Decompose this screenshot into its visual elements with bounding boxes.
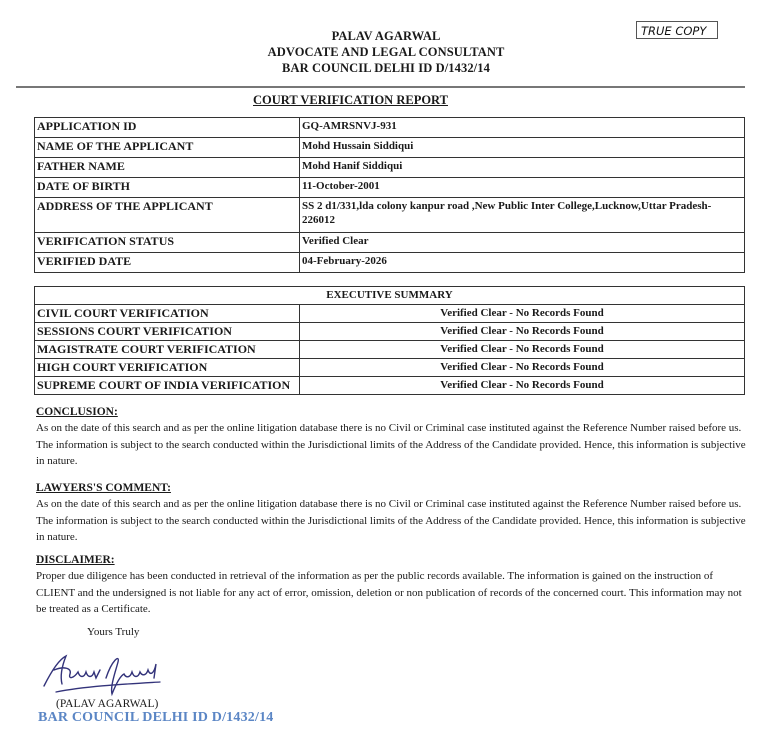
application-id-value: GQ-AMRSNVJ-931 [300, 118, 745, 138]
court-result: Verified Clear - No Records Found [300, 377, 745, 395]
row-label: VERIFICATION STATUS [35, 233, 300, 253]
court-result: Verified Clear - No Records Found [300, 305, 745, 323]
report-title: COURT VERIFICATION REPORT [253, 93, 448, 107]
father-name-value: Mohd Hanif Siddiqui [300, 158, 745, 178]
date-of-birth-value: 11-October-2001 [300, 178, 745, 198]
verification-status-value: Verified Clear [300, 233, 745, 253]
row-label: APPLICATION ID [35, 118, 300, 138]
row-label: ADDRESS OF THE APPLICANT [35, 198, 300, 233]
court-result: Verified Clear - No Records Found [300, 323, 745, 341]
conclusion-section [36, 405, 746, 470]
lawyers-comment-title: LAWYERS'S COMMENT: [36, 482, 171, 494]
table-row [35, 178, 745, 198]
court-label: SUPREME COURT OF INDIA VERIFICATION [35, 377, 300, 395]
court-label: CIVIL COURT VERIFICATION [35, 305, 300, 323]
signatory-bar-id: BAR COUNCIL DELHI ID D/1432/14 [38, 710, 274, 725]
signature-icon [36, 648, 166, 698]
row-label: VERIFIED DATE [35, 253, 300, 273]
table-row [35, 138, 745, 158]
table-row [35, 359, 745, 377]
table-row [35, 377, 745, 395]
table-row [35, 158, 745, 178]
court-label: HIGH COURT VERIFICATION [35, 359, 300, 377]
row-label: FATHER NAME [35, 158, 300, 178]
table-row [35, 323, 745, 341]
conclusion-title: CONCLUSION: [36, 406, 118, 418]
table-row [35, 118, 745, 138]
table-row [35, 341, 745, 359]
true-copy-stamp: TRUE COPY [636, 21, 718, 39]
disclaimer-title: DISCLAIMER: [36, 554, 115, 566]
row-label: DATE OF BIRTH [35, 178, 300, 198]
advocate-designation: ADVOCATE AND LEGAL CONSULTANT [267, 45, 505, 59]
header-divider [16, 86, 745, 88]
verified-date-value: 04-February-2026 [300, 253, 745, 273]
court-label: MAGISTRATE COURT VERIFICATION [35, 341, 300, 359]
court-result: Verified Clear - No Records Found [300, 341, 745, 359]
table-row [35, 305, 745, 323]
advocate-bar-id: BAR COUNCIL DELHI ID D/1432/14 [282, 61, 490, 75]
row-label: NAME OF THE APPLICANT [35, 138, 300, 158]
applicant-name-value: Mohd Hussain Siddiqui [300, 138, 745, 158]
table-row [35, 253, 745, 273]
executive-summary-heading: EXECUTIVE SUMMARY [35, 287, 745, 305]
disclaimer-section [36, 553, 746, 618]
address-value: SS 2 d1/331,lda colony kanpur road ,New Public Inter College,Lucknow,Uttar Pradesh-226012 [300, 198, 745, 233]
disclaimer-text: Proper due diligence has been conducted in retrieval of the information as per the public records available. The information is gained on the instruction of CLIENT and the undersigned is not liable for any act of error, omission, deletion or non publication of records of the concerned court. This information may not be treated as a Certificate. [36, 570, 742, 615]
court-result: Verified Clear - No Records Found [300, 359, 745, 377]
conclusion-text: As on the date of this search and as per the online litigation database there is no Civil or Criminal case instituted against the Reference Number raised before us. The information is subject to the search conducted within the Jurisdictional limits of the Address of the Candidate provided. Hence, this information is subjective in nature. [36, 422, 746, 467]
signatory-name: (PALAV AGARWAL) [56, 698, 159, 710]
closing-salutation: Yours Truly [87, 626, 140, 638]
advocate-name: PALAV AGARWAL [331, 29, 441, 43]
executive-summary-table [34, 286, 745, 395]
court-label: SESSIONS COURT VERIFICATION [35, 323, 300, 341]
table-row [35, 198, 745, 233]
table-header-row [35, 287, 745, 305]
table-row [35, 233, 745, 253]
lawyers-comment-text: As on the date of this search and as per the online litigation database there is no Civil or Criminal case instituted against the Reference Number raised before us. The information is subject to the search conducted within the Jurisdictional limits of the Address of the Candidate provided. Hence, this information is subjective in nature. [36, 498, 746, 543]
lawyers-comment-section [36, 481, 746, 546]
applicant-details-table [34, 117, 745, 273]
